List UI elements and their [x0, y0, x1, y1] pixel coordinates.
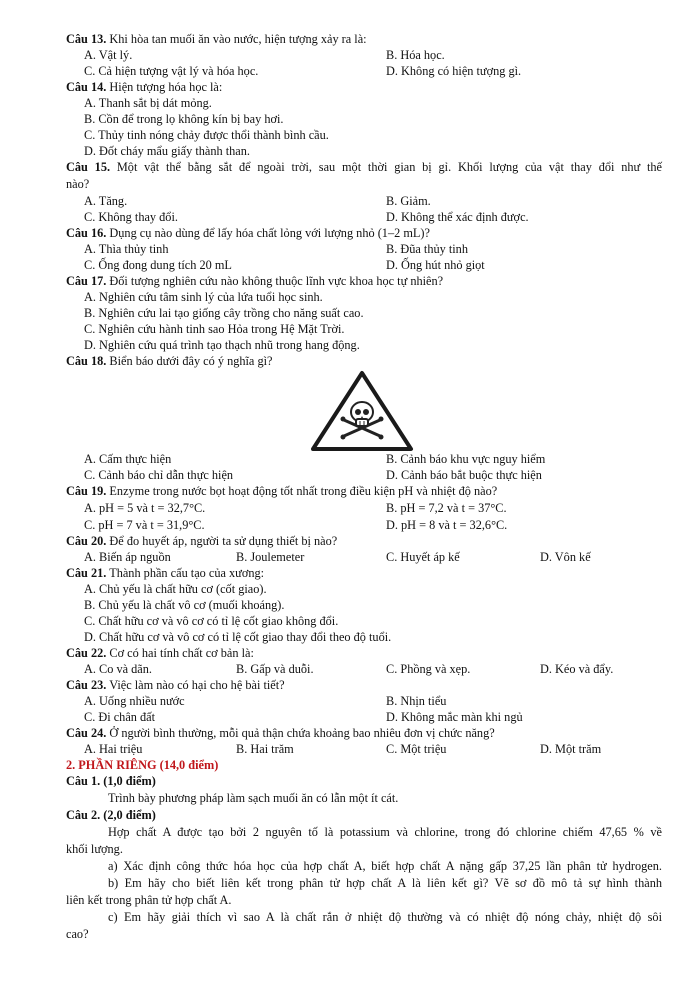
question-text: Dụng cụ nào dùng để lấy hóa chất lỏng với lượng nhỏ (1–2 mL)? — [109, 226, 430, 240]
option-a: A. Thanh sắt bị dát mỏng. — [84, 96, 212, 110]
option-b: B. Đũa thủy tinh — [386, 242, 468, 256]
question-label: Câu 16. — [66, 226, 107, 240]
essay-2-part-c-cont: cao? — [66, 927, 89, 941]
question-label: Câu 19. — [66, 484, 107, 498]
option-d: D. Nghiên cứu quá trình tạo thạch nhũ trong hang động. — [84, 338, 360, 352]
question-label: Câu 15. — [66, 160, 111, 174]
option-d: D. Ống hút nhỏ giọt — [386, 258, 485, 272]
option-c: C. Nghiên cứu hành tinh sao Hỏa trong Hệ Mặt Trời. — [84, 322, 345, 336]
question-14 — [66, 80, 222, 95]
option-b: B. Giảm. — [386, 194, 431, 208]
option-b: B. Nhịn tiểu — [386, 694, 447, 708]
option-a: A. Cấm thực hiện — [84, 452, 172, 466]
question-18 — [66, 354, 273, 369]
option-d: D. Cảnh báo bắt buộc thực hiện — [386, 468, 542, 482]
option-c: C. Chất hữu cơ và vô cơ có tỉ lệ cốt giao không đổi. — [84, 614, 339, 628]
essay-1-label: Câu 1. (1,0 điểm) — [66, 774, 156, 788]
essay-2-intro: Hợp chất A được tạo bởi 2 nguyên tố là potassium và chlorine, trong đó chlorine chiếm 47,65 % về — [108, 825, 662, 839]
option-d: D. pH = 8 và t = 32,6°C. — [386, 518, 508, 532]
option-c: C. Ống đong dung tích 20 mL — [84, 258, 232, 272]
option-a: A. Biến áp nguồn — [84, 550, 171, 564]
question-text: Cơ có hai tính chất cơ bản là: — [109, 646, 254, 660]
option-b: B. Nghiên cứu lai tạo giống cây trồng cho năng suất cao. — [84, 306, 364, 320]
question-23 — [66, 678, 285, 693]
question-text: Ở người bình thường, mỗi quả thận chứa khoảng bao nhiêu đơn vị chức năng? — [109, 726, 495, 740]
option-c: C. Cả hiện tượng vật lý và hóa học. — [84, 64, 259, 78]
question-label: Câu 13. — [66, 32, 107, 46]
option-b: B. Hóa học. — [386, 48, 445, 62]
essay-2-part-b-cont: liên kết trong phân tử hợp chất A. — [66, 893, 232, 907]
option-b: B. Cồn để trong lọ không kín bị bay hơi. — [84, 112, 284, 126]
essay-2-label: Câu 2. (2,0 điểm) — [66, 808, 156, 822]
option-d: D. Không thể xác định được. — [386, 210, 529, 224]
question-label: Câu 14. — [66, 80, 107, 94]
option-c: C. Phồng và xẹp. — [386, 662, 471, 676]
question-22 — [66, 646, 254, 661]
question-20 — [66, 534, 337, 549]
option-a: A. Vật lý. — [84, 48, 133, 62]
option-a: A. Hai triệu — [84, 742, 143, 756]
option-c: C. Một triệu — [386, 742, 447, 756]
option-c: C. Thủy tinh nóng chảy được thổi thành bình cầu. — [84, 128, 329, 142]
question-text: Thành phần cấu tạo của xương: — [109, 566, 265, 580]
option-c: C. Đi chân đất — [84, 710, 156, 724]
option-c: C. Cảnh báo chỉ dẫn thực hiện — [84, 468, 234, 482]
question-13 — [66, 32, 367, 47]
option-b: B. Hai trăm — [236, 742, 294, 756]
option-a: A. Thìa thủy tinh — [84, 242, 169, 256]
option-a: A. Nghiên cứu tâm sinh lý của lứa tuổi học sinh. — [84, 290, 323, 304]
option-d: D. Đốt cháy mẩu giấy thành than. — [84, 144, 250, 158]
question-text: Đối tượng nghiên cứu nào không thuộc lĩnh vực khoa học tự nhiên? — [109, 274, 444, 288]
option-b: B. Chủ yếu là chất vô cơ (muối khoáng). — [84, 598, 285, 612]
option-b: B. Cảnh báo khu vực nguy hiểm — [386, 452, 546, 466]
option-a: A. Chủ yếu là chất hữu cơ (cốt giao). — [84, 582, 267, 596]
option-d: D. Không mắc màn khi ngủ — [386, 710, 523, 724]
question-19 — [66, 484, 497, 499]
question-label: Câu 21. — [66, 566, 107, 580]
section-heading: 2. PHẦN RIÊNG (14,0 điểm) — [66, 758, 219, 772]
question-text: Biển báo dưới đây có ý nghĩa gì? — [109, 354, 273, 368]
option-d: D. Chất hữu cơ và vô cơ có tỉ lệ cốt giao thay đổi theo độ tuổi. — [84, 630, 392, 644]
question-text: Khi hòa tan muối ăn vào nước, hiện tượng xảy ra là: — [109, 32, 367, 46]
essay-2-part-a: a) Xác định công thức hóa học của hợp chất A, biết hợp chất A nặng gấp 37,25 lần phân tử hydrogen. — [108, 859, 662, 873]
question-text: Một vật thể bằng sắt để ngoài trời, sau một thời gian bị gỉ. Khối lượng của vật thay đổi như thế — [116, 160, 662, 174]
question-label: Câu 18. — [66, 354, 107, 368]
essay-2-part-c: c) Em hãy giải thích vì sao A là chất rắn ở nhiệt độ thường và có nhiệt độ nóng chảy, nhiệt độ sôi — [108, 910, 662, 924]
option-c: C. pH = 7 và t = 31,9°C. — [84, 518, 205, 532]
question-17 — [66, 274, 443, 289]
option-d: D. Không có hiện tượng gì. — [386, 64, 522, 78]
question-16 — [66, 226, 430, 241]
option-a: A. Tăng. — [84, 194, 128, 208]
question-text: Để đo huyết áp, người ta sử dụng thiết bị nào? — [109, 534, 338, 548]
skull-warning-sign-icon — [310, 370, 414, 452]
question-label: Câu 22. — [66, 646, 107, 660]
question-21 — [66, 566, 264, 581]
question-label: Câu 17. — [66, 274, 107, 288]
question-text: Việc làm nào có hại cho hệ bài tiết? — [109, 678, 285, 692]
question-15 — [66, 160, 662, 175]
option-a: A. pH = 5 và t = 32,7°C. — [84, 501, 206, 515]
essay-2-intro-cont: khối lượng. — [66, 842, 123, 856]
option-d: D. Một trăm — [540, 742, 602, 756]
question-label: Câu 24. — [66, 726, 107, 740]
option-d: D. Vôn kế — [540, 550, 591, 564]
option-d: D. Kéo và đẩy. — [540, 662, 614, 676]
question-text: Enzyme trong nước bọt hoạt động tốt nhất trong điều kiện pH và nhiệt độ nào? — [109, 484, 498, 498]
question-label: Câu 20. — [66, 534, 107, 548]
option-a: A. Uống nhiều nước — [84, 694, 185, 708]
essay-1-text: Trình bày phương pháp làm sạch muối ăn có lẫn một ít cát. — [108, 791, 399, 805]
option-b: B. Gấp và duỗi. — [236, 662, 314, 676]
option-b: B. pH = 7,2 và t = 37°C. — [386, 501, 507, 515]
option-a: A. Co và dãn. — [84, 662, 152, 676]
essay-2-part-b: b) Em hãy cho biết liên kết trong phân tử hợp chất A là liên kết gì? Vẽ sơ đồ mô tả sự hình thành — [108, 876, 662, 890]
option-b: B. Joulemeter — [236, 550, 305, 564]
question-label: Câu 23. — [66, 678, 107, 692]
option-c: C. Không thay đổi. — [84, 210, 178, 224]
question-24 — [66, 726, 495, 741]
option-c: C. Huyết áp kế — [386, 550, 460, 564]
question-text: Hiện tượng hóa học là: — [109, 80, 223, 94]
question-text-cont: nào? — [66, 177, 90, 191]
